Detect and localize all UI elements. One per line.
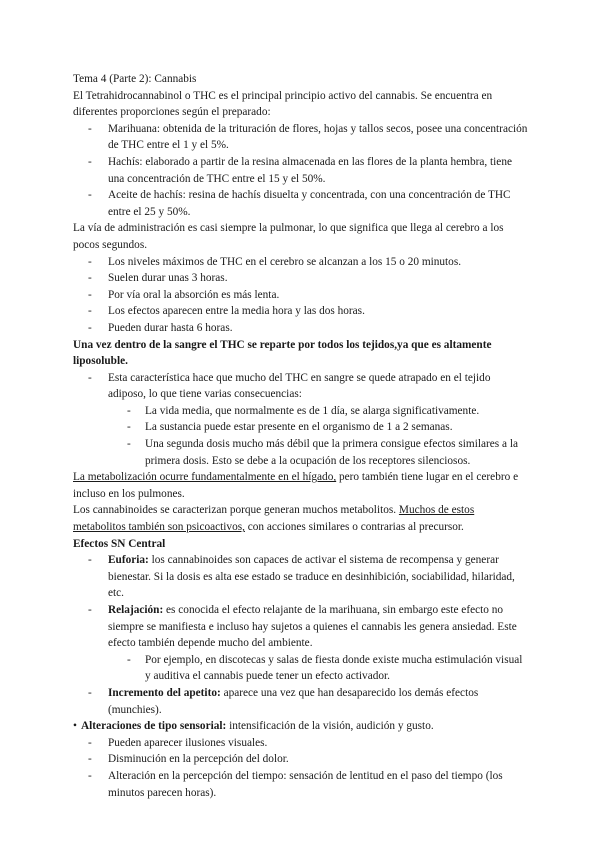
list-item: - Aceite de hachís: resina de hachís disuelta y concentrada, con una concentración de THC entre el 25 y 50%. bbox=[73, 187, 528, 220]
relajacion-text: es conocida el efecto relajante de la marihuana, sin embargo este efecto no siempre se manifiesta e incluso hay sujetos a quienes el cannabis les genera ansiedad. Este efecto también depende mucho del ambiente. bbox=[108, 604, 517, 650]
list-item: - Disminución en la percepción del dolor. bbox=[73, 751, 528, 768]
sangre-list bbox=[73, 370, 528, 470]
sensorial-label: Alteraciones de tipo sensorial: bbox=[81, 720, 227, 733]
euforia-label: Euforia: bbox=[108, 554, 149, 567]
efectos-heading: Efectos SN Central bbox=[73, 537, 166, 550]
metabolizacion-paragraph bbox=[73, 469, 528, 502]
list-item bbox=[73, 685, 528, 718]
list-item bbox=[73, 370, 528, 470]
list-item: - Por vía oral la absorción es más lenta. bbox=[73, 287, 528, 304]
list-item: - Hachís: elaborado a partir de la resina almacenada en las flores de la planta hembra, tiene una concentración de THC entre el 15 y el 50%. bbox=[73, 154, 528, 187]
sensorial-list bbox=[73, 735, 528, 801]
cannabinoides-paragraph bbox=[73, 502, 528, 535]
document-body bbox=[73, 71, 528, 801]
list-item: - Pueden aparecer ilusiones visuales. bbox=[73, 735, 528, 752]
relajacion-label: Relajación: bbox=[108, 604, 164, 616]
list-item bbox=[73, 552, 528, 602]
bullet-icon: • bbox=[73, 720, 77, 733]
euforia-text: los cannabinoides son capaces de activar el sistema de recompensa y generar bienestar. Si la dosis es alta ese estado se traduce en desinhibición, sociabilidad, hilaridad, etc. bbox=[108, 554, 515, 600]
list-item: - Por ejemplo, en discotecas y salas de fiesta donde existe mucha estimulación visual y auditiva el cannabis puede tener un efecto activador. bbox=[73, 652, 528, 685]
relajacion-sublist bbox=[73, 652, 528, 685]
apetito-label: Incremento del apetito: bbox=[108, 686, 221, 699]
cannabinoides-pre: Los cannabinoides se caracterizan porque generan muchos metabolitos. bbox=[73, 504, 399, 517]
via-list bbox=[73, 254, 528, 337]
cannabinoides-post: con acciones similares o contrarias al precursor. bbox=[244, 521, 464, 534]
consecuencias-list bbox=[73, 403, 528, 469]
metabolizacion-rest: pero también tiene lugar en el cerebro e incluso en los pulmones. bbox=[73, 471, 519, 500]
list-item: - Suelen durar unas 3 horas. bbox=[73, 270, 528, 287]
document-title: Tema 4 (Parte 2): Cannabis bbox=[73, 73, 197, 85]
list-item: - Una segunda dosis mucho más débil que la primera consigue efectos similares a la primera dosis. Esto se debe a la ocupación de los receptores silenciosos. bbox=[73, 436, 528, 469]
list-item bbox=[73, 602, 528, 685]
list-item: - Marihuana: obtenida de la trituración de flores, hojas y tallos secos, posee una concentración de THC entre el 1 y el 5%. bbox=[73, 121, 528, 154]
sangre-bold-paragraph: Una vez dentro de la sangre el THC se reparte por todos los tejidos,ya que es altamente liposoluble. bbox=[73, 338, 492, 368]
sensorial-text: intensificación de la visión, audición y gusto. bbox=[226, 720, 434, 733]
list-item: - Los niveles máximos de THC en el cerebro se alcanzan a los 15 o 20 minutos. bbox=[73, 254, 528, 271]
via-paragraph: La vía de administración es casi siempre la pulmonar, lo que significa que llega al cerebro a los pocos segundos. bbox=[73, 222, 504, 251]
sangre-item-text: Esta característica hace que mucho del THC en sangre se quede atrapado en el tejido adiposo, lo que tiene varias consecuencias: bbox=[108, 371, 491, 401]
list-item: - Los efectos aparecen entre la media hora y las dos horas. bbox=[73, 303, 528, 320]
cannabinoides-underlined: Muchos de estos metabolitos también son psicoactivos, bbox=[73, 504, 475, 534]
list-item: - La vida media, que normalmente es de 1 día, se alarga significativamente. bbox=[73, 403, 528, 420]
metabolizacion-underlined: La metabolización ocurre fundamentalmente en el hígado, bbox=[73, 471, 337, 484]
list-item: - La sustancia puede estar presente en el organismo de 1 a 2 semanas. bbox=[73, 419, 528, 436]
list-item: - Alteración en la percepción del tiempo: sensación de lentitud en el paso del tiempo (los minutos parecen horas). bbox=[73, 768, 528, 801]
sensorial-paragraph bbox=[73, 718, 528, 735]
apetito-text: aparece una vez que han desaparecido los demás efectos (munchies). bbox=[108, 686, 479, 716]
preparados-list bbox=[73, 121, 528, 221]
list-item: - Pueden durar hasta 6 horas. bbox=[73, 320, 528, 337]
intro-paragraph: El Tetrahidrocannabinol o THC es el principal principio activo del cannabis. Se encuentra en diferentes proporciones según el preparado: bbox=[73, 89, 493, 119]
efectos-list bbox=[73, 552, 528, 718]
